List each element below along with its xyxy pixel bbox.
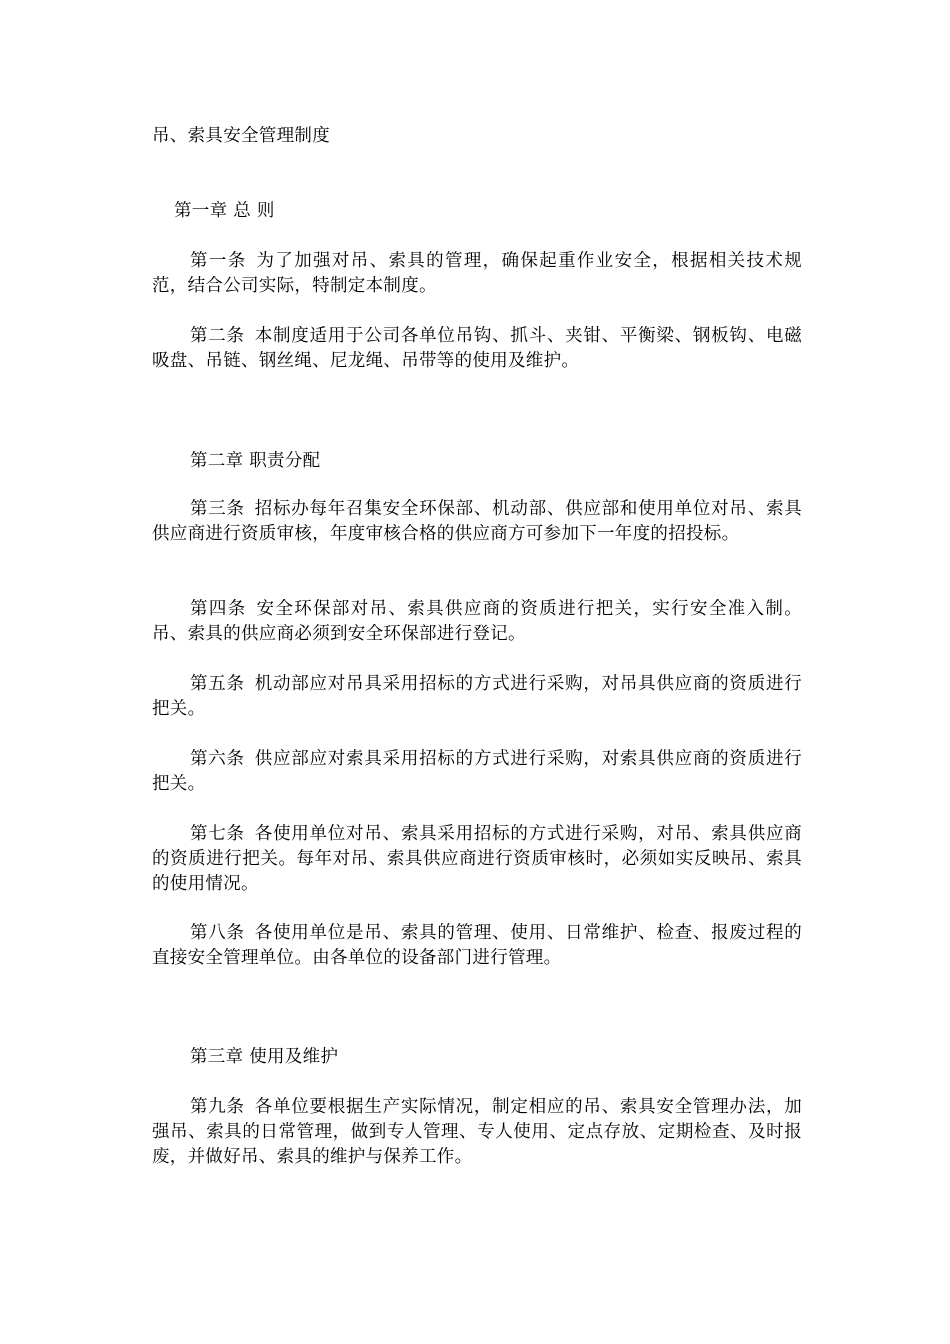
article-number: 第二条	[190, 326, 245, 346]
article-text: 本制度适用于公司各单位吊钩、抓斗、夹钳、平衡梁、钢板钩、电磁吸盘、吊链、钢丝绳、尼龙绳、吊带等的使用及维护。	[152, 326, 803, 371]
article-5	[152, 672, 802, 722]
document-title: 吊、索具安全管理制度	[152, 126, 330, 146]
article-text: 各使用单位是吊、索具的管理、使用、日常维护、检查、报废过程的直接安全管理单位。由各单位的设备部门进行管理。	[152, 923, 803, 968]
article-number: 第七条	[190, 824, 245, 844]
article-number: 第五条	[190, 674, 245, 694]
article-3	[152, 497, 802, 547]
article-number: 第一条	[190, 251, 247, 271]
article-text: 为了加强对吊、索具的管理，确保起重作业安全，根据相关技术规范，结合公司实际，特制定本制度。	[152, 251, 803, 296]
article-text: 招标办每年召集安全环保部、机动部、供应部和使用单位对吊、索具供应商进行资质审核，年度审核合格的供应商方可参加下一年度的招投标。	[152, 499, 803, 544]
article-text: 各单位要根据生产实际情况，制定相应的吊、索具安全管理办法，加强吊、索具的日常管理，做到专人管理、专人使用、定点存放、定期检查、及时报废，并做好吊、索具的维护与保养工作。	[152, 1097, 803, 1167]
article-number: 第八条	[190, 923, 245, 943]
chapter-heading-3: 第三章 使用及维护	[190, 1047, 339, 1067]
article-number: 第九条	[190, 1097, 245, 1117]
article-7	[152, 822, 802, 897]
article-number: 第四条	[190, 599, 247, 619]
article-4	[152, 597, 802, 647]
article-number: 第三条	[190, 499, 245, 519]
article-1	[152, 249, 802, 299]
article-text: 供应部应对索具采用招标的方式进行采购，对索具供应商的资质进行把关。	[152, 749, 803, 794]
article-9	[152, 1095, 802, 1170]
chapter-heading-2: 第二章 职责分配	[190, 451, 321, 471]
chapter-heading-1: 第一章 总 则	[174, 201, 275, 221]
article-8	[152, 921, 802, 971]
article-text: 机动部应对吊具采用招标的方式进行采购，对吊具供应商的资质进行把关。	[152, 674, 803, 719]
article-text: 各使用单位对吊、索具采用招标的方式进行采购，对吊、索具供应商的资质进行把关。每年对吊、索具供应商进行资质审核时，必须如实反映吊、索具的使用情况。	[152, 824, 803, 894]
article-2	[152, 324, 802, 374]
article-6	[152, 747, 802, 797]
article-number: 第六条	[190, 749, 245, 769]
article-text: 安全环保部对吊、索具供应商的资质进行把关，实行安全准入制。吊、索具的供应商必须到安全环保部进行登记。	[152, 599, 803, 644]
